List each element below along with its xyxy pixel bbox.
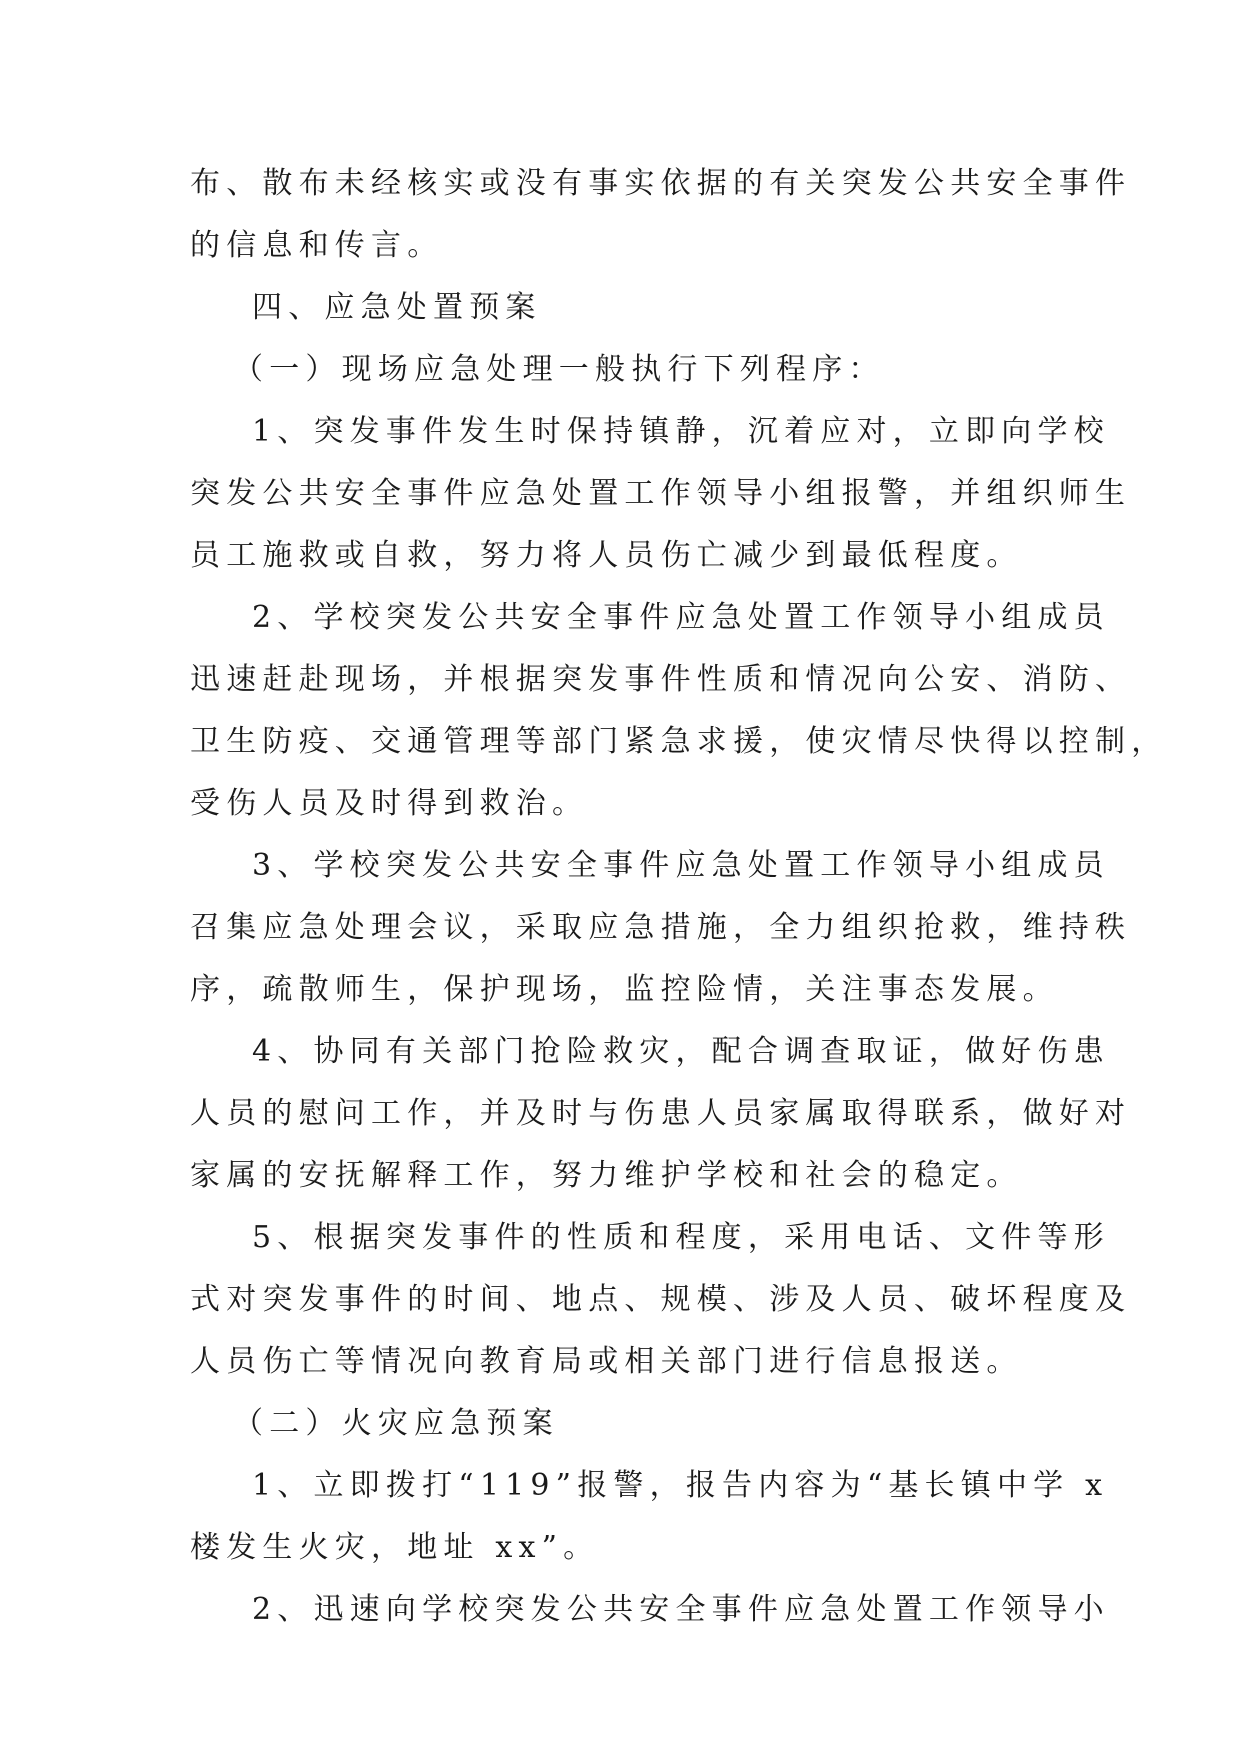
section-heading: 四、应急处置预案 (252, 290, 542, 325)
text-line: 迅速赶赴现场，并根据突发事件性质和情况向公安、消防、 (190, 662, 1132, 697)
text-line: 的信息和传言。 (190, 228, 444, 263)
text-line: 式对突发事件的时间、地点、规模、涉及人员、破坏程度及 (190, 1282, 1132, 1317)
text-line: 人员伤亡等情况向教育局或相关部门进行信息报送。 (190, 1344, 1023, 1379)
text-line: 员工施救或自救，努力将人员伤亡减少到最低程度。 (190, 538, 1023, 573)
subsection-heading: （一）现场应急处理一般执行下列程序： (233, 352, 885, 387)
text-line: 卫生防疫、交通管理等部门紧急求援，使灾情尽快得以控制， (190, 724, 1168, 759)
subsection-heading: （二）火灾应急预案 (233, 1406, 559, 1441)
text-line: 楼发生火灾，地址 xx”。 (190, 1530, 600, 1565)
text-line: 4、协同有关部门抢险救灾，配合调查取证，做好伤患 (252, 1034, 1110, 1069)
text-line: 5、根据突发事件的性质和程度，采用电话、文件等形 (252, 1220, 1110, 1255)
text-line: 突发公共安全事件应急处置工作领导小组报警，并组织师生 (190, 476, 1132, 511)
text-line: 召集应急处理会议，采取应急措施，全力组织抢救，维持秩 (190, 910, 1132, 945)
text-line: 2、迅速向学校突发公共安全事件应急处置工作领导小 (252, 1592, 1110, 1627)
text-line: 3、学校突发公共安全事件应急处置工作领导小组成员 (252, 848, 1110, 883)
text-line: 布、散布未经核实或没有事实依据的有关突发公共安全事件 (190, 166, 1132, 201)
text-line: 受伤人员及时得到救治。 (190, 786, 589, 821)
text-line: 2、学校突发公共安全事件应急处置工作领导小组成员 (252, 600, 1110, 635)
text-line: 1、立即拨打“119”报警，报告内容为“基长镇中学 x (252, 1468, 1109, 1503)
text-line: 序，疏散师生，保护现场，监控险情，关注事态发展。 (190, 972, 1059, 1007)
text-line: 家属的安抚解释工作，努力维护学校和社会的稳定。 (190, 1158, 1023, 1193)
text-line: 人员的慰问工作，并及时与伤患人员家属取得联系，做好对 (190, 1096, 1132, 1131)
text-line: 1、突发事件发生时保持镇静，沉着应对，立即向学校 (252, 414, 1110, 449)
